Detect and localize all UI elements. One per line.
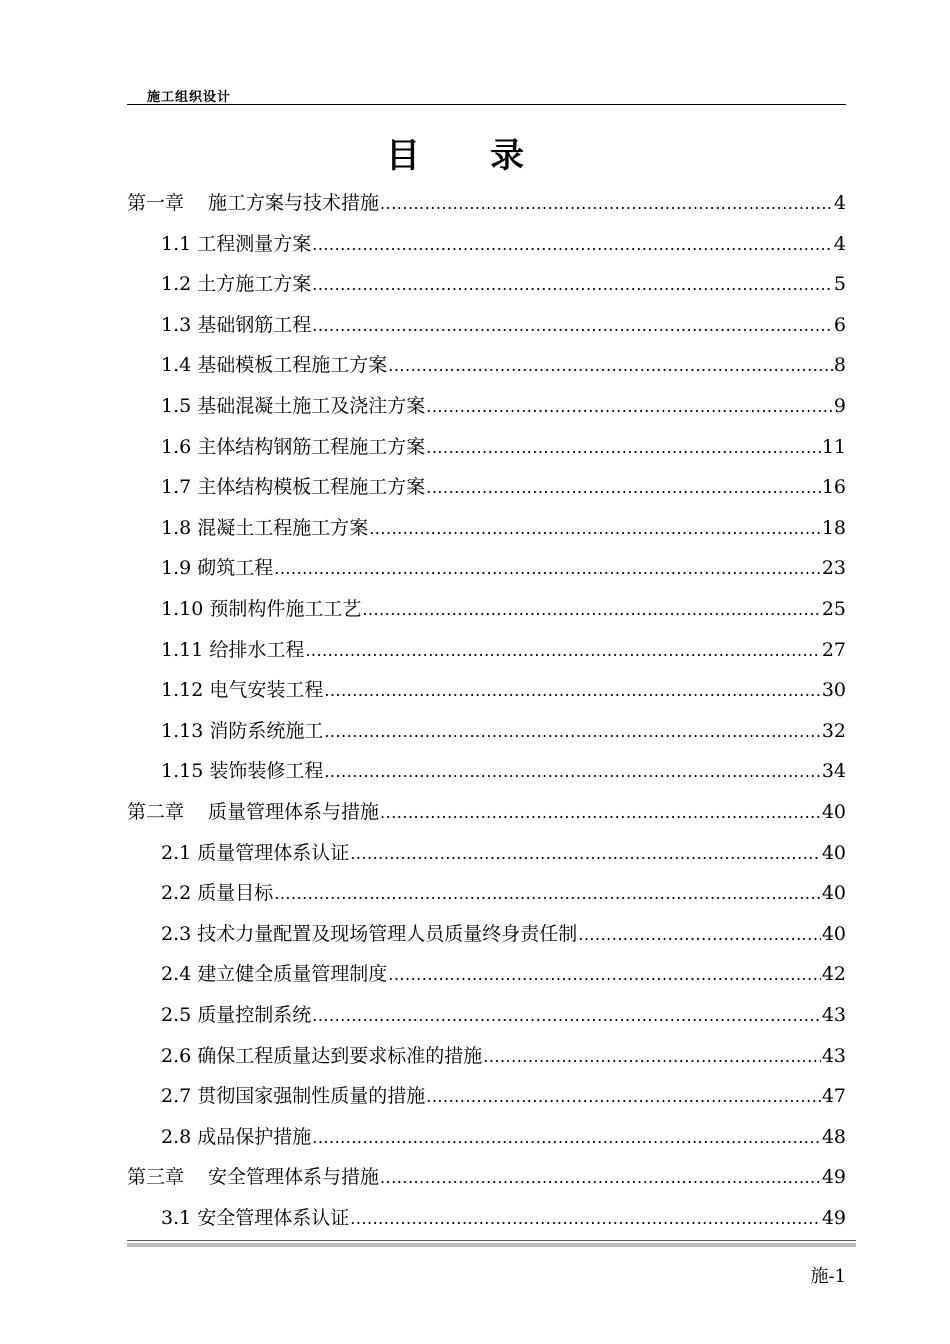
toc-entry-label [161, 716, 323, 743]
toc-entry[interactable] [161, 959, 846, 989]
toc-entry-number: 1.2 [161, 273, 192, 296]
toc-entry-page: 27 [821, 638, 846, 661]
toc-dot-leader [350, 1209, 821, 1228]
toc-entry-number: 1.5 [161, 395, 192, 417]
toc-entry[interactable] [161, 635, 846, 665]
toc-entry-label [161, 919, 577, 946]
toc-entry[interactable] [161, 756, 846, 786]
toc-entry[interactable] [161, 1081, 846, 1111]
toc-dot-leader [380, 194, 833, 213]
toc-entry-number: 3.1 [161, 1207, 192, 1229]
toc-entry-label [161, 756, 323, 783]
toc-entry[interactable] [161, 553, 846, 583]
toc-entry-title: 成品保护措施 [197, 1125, 312, 1148]
toc-dot-leader [426, 438, 821, 457]
toc-entry-title: 砌筑工程 [197, 557, 274, 580]
toc-entry[interactable] [161, 472, 846, 502]
toc-entry-number: 1.13 [161, 719, 204, 742]
toc-entry-page: 18 [821, 516, 846, 539]
toc-entry-label [161, 391, 425, 418]
toc-entry-title: 质量目标 [197, 882, 274, 905]
toc-entry[interactable] [161, 716, 846, 746]
page-title: 目录 [386, 136, 594, 176]
toc-entry-title: 预制构件施工工艺 [209, 598, 362, 620]
toc-entry-page: 4 [833, 192, 846, 214]
toc-entry-title: 质量管理体系与措施 [208, 801, 380, 823]
toc-entry-label [161, 229, 311, 256]
toc-dot-leader [380, 1168, 821, 1187]
toc-entry-label [161, 310, 311, 337]
toc-entry-label [161, 878, 273, 905]
toc-dot-leader [324, 722, 820, 741]
toc-entry-page: 49 [821, 1207, 846, 1229]
toc-entry-title: 质量管理体系认证 [197, 841, 350, 864]
header-divider [127, 104, 846, 105]
toc-entry-title: 装饰装修工程 [209, 760, 324, 783]
toc-entry-page: 30 [821, 679, 846, 702]
toc-entry-title: 电气安装工程 [209, 679, 324, 702]
toc-dot-leader [388, 965, 821, 984]
toc-dot-leader [312, 1128, 821, 1147]
toc-entry-label [161, 838, 349, 865]
toc-entry-page: 47 [821, 1085, 846, 1108]
toc-entry[interactable] [161, 675, 846, 705]
toc-entry[interactable] [161, 878, 846, 908]
toc-entry-label [161, 513, 368, 540]
toc-entry[interactable] [161, 1203, 846, 1233]
toc-entry-number: 2.7 [161, 1085, 192, 1108]
toc-dot-leader [426, 1087, 821, 1106]
toc-entry-page: 8 [833, 354, 846, 377]
toc-entry-number: 1.1 [161, 232, 192, 255]
toc-entry[interactable] [127, 188, 846, 218]
footer-divider [127, 1240, 856, 1241]
toc-entry-title: 主体结构钢筋工程施工方案 [197, 435, 426, 458]
toc-entry-label [161, 1122, 311, 1149]
toc-entry[interactable] [127, 1162, 846, 1192]
toc-entry-title: 基础钢筋工程 [197, 313, 312, 336]
toc-dot-leader [388, 356, 833, 375]
toc-entry-title: 主体结构模板工程施工方案 [197, 476, 426, 499]
toc-entry-page: 23 [821, 557, 846, 580]
toc-entry-label [161, 553, 273, 580]
toc-dot-leader [312, 316, 833, 335]
toc-entry-page: 48 [821, 1125, 846, 1148]
toc-entry-number: 1.10 [161, 598, 204, 620]
toc-entry[interactable] [161, 432, 846, 462]
toc-dot-leader [312, 275, 833, 294]
toc-entry-number: 第三章 [127, 1166, 185, 1189]
toc-entry-number: 2.2 [161, 882, 192, 905]
toc-entry-title: 给排水工程 [209, 638, 305, 661]
toc-entry-page: 11 [821, 435, 846, 458]
toc-entry-number: 第一章 [127, 192, 185, 214]
toc-entry-label [161, 635, 304, 662]
toc-dot-leader [324, 681, 820, 700]
toc-entry-title: 质量控制系统 [197, 1004, 312, 1026]
toc-dot-leader [483, 1047, 821, 1066]
toc-dot-leader [369, 519, 821, 538]
toc-entry[interactable] [161, 229, 846, 259]
toc-entry-title: 施工方案与技术措施 [208, 192, 380, 214]
toc-entry-title: 技术力量配置及现场管理人员质量终身责任制 [197, 922, 578, 945]
toc-entry-label [161, 472, 425, 499]
toc-dot-leader [380, 803, 821, 822]
toc-entry[interactable] [161, 310, 846, 340]
toc-entry-title: 混凝土工程施工方案 [197, 516, 369, 539]
toc-entry-page: 43 [821, 1004, 846, 1026]
toc-entry[interactable] [161, 1000, 846, 1030]
toc-entry-label [127, 188, 379, 215]
toc-entry-label [161, 432, 425, 459]
toc-dot-leader [350, 844, 821, 863]
toc-entry-label [161, 1000, 311, 1027]
toc-entry-title: 安全管理体系与措施 [208, 1166, 380, 1189]
toc-entry[interactable] [161, 269, 846, 299]
toc-entry-number: 2.4 [161, 963, 192, 986]
toc-entry-label [161, 675, 323, 702]
toc-entry-page: 34 [821, 760, 846, 783]
toc-entry-number: 2.8 [161, 1125, 192, 1148]
toc-dot-leader [312, 235, 833, 254]
toc-entry-label [127, 797, 379, 824]
toc-entry[interactable] [161, 1122, 846, 1152]
toc-entry-number: 1.4 [161, 354, 192, 377]
toc-entry-number: 2.5 [161, 1004, 192, 1026]
toc-entry-page: 40 [821, 922, 846, 945]
toc-entry-page: 6 [833, 313, 846, 336]
toc-entry-title: 基础混凝土施工及浇注方案 [197, 395, 426, 417]
footer-divider-shadow [127, 1243, 856, 1247]
toc-entry-title: 消防系统施工 [209, 719, 324, 742]
toc-entry-number: 1.6 [161, 435, 192, 458]
toc-entry-page: 5 [833, 273, 846, 296]
toc-entry-number: 1.8 [161, 516, 192, 539]
toc-entry-page: 40 [821, 841, 846, 864]
toc-entry-number: 2.1 [161, 841, 192, 864]
toc-dot-leader [426, 397, 833, 416]
toc-entry-label [161, 1081, 425, 1108]
toc-entry[interactable] [161, 838, 846, 868]
toc-entry-page: 49 [821, 1166, 846, 1189]
toc-entry-page: 32 [821, 719, 846, 742]
toc-dot-leader [426, 478, 821, 497]
toc-entry-number: 1.3 [161, 313, 192, 336]
toc-entry-label [127, 1162, 379, 1189]
toc-entry-page: 9 [833, 395, 846, 417]
toc-dot-leader [274, 884, 821, 903]
toc-entry[interactable] [161, 919, 846, 949]
toc-dot-leader [578, 925, 821, 944]
toc-entry[interactable] [161, 350, 846, 380]
toc-entry-label [161, 594, 361, 621]
page-number: 施-1 [810, 1266, 846, 1287]
toc-entry-title: 确保工程质量达到要求标准的措施 [197, 1044, 483, 1067]
toc-dot-leader [305, 641, 820, 660]
toc-entry-page: 40 [821, 801, 846, 823]
toc-dot-leader [362, 600, 820, 619]
toc-entry-title: 贯彻国家强制性质量的措施 [197, 1085, 426, 1108]
toc-entry-title: 建立健全质量管理制度 [197, 963, 388, 986]
toc-dot-leader [274, 559, 821, 578]
toc-entry-number: 2.6 [161, 1044, 192, 1067]
toc-entry-page: 4 [833, 232, 846, 255]
toc-entry-page: 25 [821, 598, 846, 620]
toc-entry[interactable] [161, 513, 846, 543]
toc-entry-title: 安全管理体系认证 [197, 1207, 350, 1229]
toc-entry-page: 42 [821, 963, 846, 986]
toc-entry-title: 工程测量方案 [197, 232, 312, 255]
toc-entry-title: 基础模板工程施工方案 [197, 354, 388, 377]
toc-entry[interactable] [161, 1041, 846, 1071]
header-title: 施工组织设计 [147, 90, 232, 105]
toc-dot-leader [312, 1006, 821, 1025]
toc-entry-label [161, 959, 387, 986]
toc-entry-label [161, 1203, 349, 1230]
toc-entry-label [161, 350, 387, 377]
toc-entry[interactable] [127, 797, 846, 827]
toc-entry-number: 2.3 [161, 922, 192, 945]
toc-entry-number: 1.15 [161, 760, 204, 783]
toc-entry-page: 16 [821, 476, 846, 499]
toc-entry-number: 1.7 [161, 476, 192, 499]
toc-entry-title: 土方施工方案 [197, 273, 312, 296]
toc-entry-page: 43 [821, 1044, 846, 1067]
toc-entry-number: 1.9 [161, 557, 192, 580]
toc-entry[interactable] [161, 594, 846, 624]
toc-entry-number: 第二章 [127, 801, 185, 823]
toc-entry-label [161, 269, 311, 296]
toc-entry-page: 40 [821, 882, 846, 905]
toc-entry[interactable] [161, 391, 846, 421]
toc-entry-number: 1.11 [161, 638, 204, 661]
toc-dot-leader [324, 762, 820, 781]
toc-entry-number: 1.12 [161, 679, 204, 702]
toc-entry-label [161, 1041, 482, 1068]
